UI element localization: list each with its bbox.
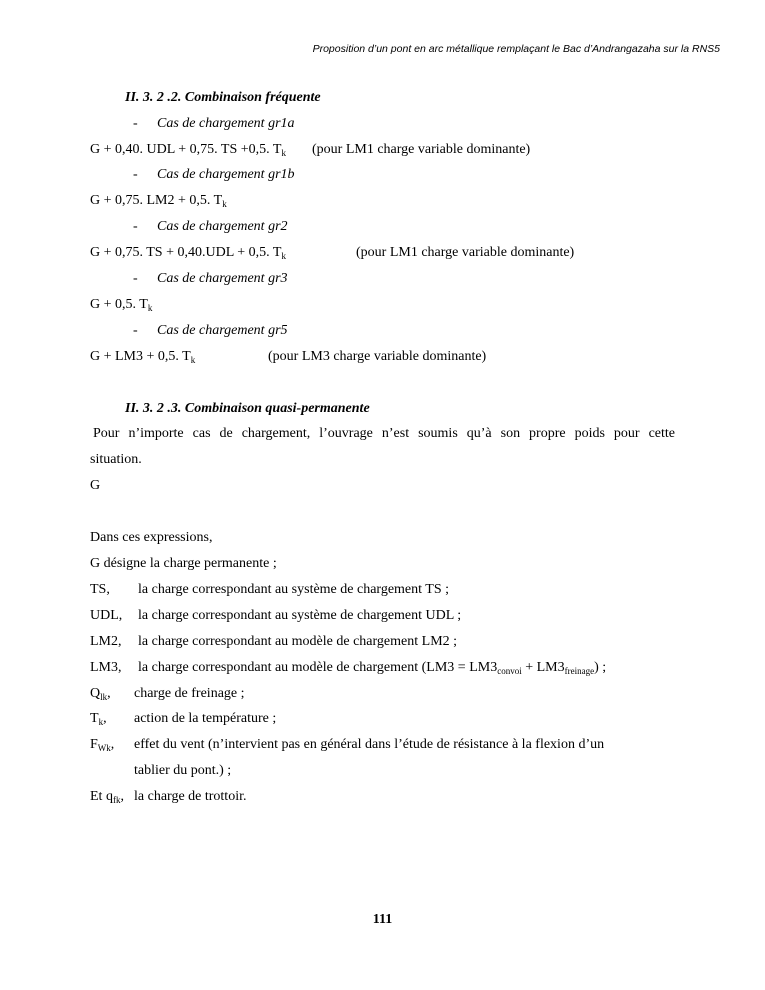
term-qfk-sub: fk — [112, 795, 121, 805]
term-tk-sub: k — [98, 717, 104, 727]
paragraph-line-1: Pour n’importe cas de chargement, l’ouvrage n’est soumis qu’à son propre poids pour cette — [93, 426, 675, 441]
definition-ts — [90, 582, 449, 598]
definition-udl — [90, 608, 461, 624]
desc-udl: la charge correspondant au système de chargement UDL ; — [138, 608, 462, 623]
term-qfk — [90, 789, 134, 805]
dash-bullet: - — [133, 323, 138, 338]
desc-lm3-sub-convoi: convoi — [497, 666, 522, 676]
definition-lm3 — [90, 660, 606, 676]
case-gr1b — [133, 167, 295, 183]
term-tk — [90, 711, 134, 727]
case-gr3-label: Cas de chargement gr3 — [157, 271, 288, 286]
definition-qfk — [90, 789, 246, 805]
definition-fwk — [90, 737, 604, 753]
term-qlk-main: Q — [90, 686, 101, 701]
term-fwk-main: F — [90, 737, 98, 752]
case-gr2 — [133, 219, 288, 235]
term-lm3: LM3, — [90, 660, 122, 675]
definition-tk — [90, 711, 276, 727]
definition-lm2 — [90, 634, 457, 650]
running-header: Proposition d’un pont en arc métallique remplaçant le Bac d’Andrangazaha sur la RNS5 — [312, 43, 720, 55]
desc-lm2: la charge correspondant au modèle de chargement LM2 ; — [138, 634, 458, 649]
desc-lm3-sub-freinage: freinage — [564, 666, 595, 676]
paragraph-line-2: situation. — [90, 452, 142, 467]
equation-gr1a-sub: k — [281, 148, 286, 158]
term-fwk-comma: , — [110, 737, 115, 752]
desc-fwk-line-2: tablier du pont.) ; — [134, 763, 232, 778]
equation-gr2-sub: k — [281, 251, 286, 261]
term-qfk-comma: , — [120, 789, 124, 804]
note-gr2: (pour LM1 charge variable dominante) — [356, 245, 575, 260]
page-number: 111 — [372, 912, 393, 927]
case-gr5 — [133, 323, 288, 339]
term-qlk — [90, 686, 134, 702]
equation-quasi: G — [90, 478, 101, 493]
definition-qlk — [90, 686, 245, 702]
equation-gr1b-sub: k — [222, 199, 227, 209]
desc-lm3-c: ) ; — [594, 660, 607, 675]
equation-gr1b-text: G + 0,75. LM2 + 0,5. T — [90, 193, 223, 208]
equation-gr2-text: G + 0,75. TS + 0,40.UDL + 0,5. T — [90, 245, 282, 260]
case-gr2-label: Cas de chargement gr2 — [157, 219, 288, 234]
equation-gr3 — [90, 297, 152, 313]
section-title-quasi-permanente: II. 3. 2 .3. Combinaison quasi-permanente — [125, 401, 370, 416]
equation-gr1b — [90, 193, 227, 209]
equation-gr1a — [90, 142, 286, 158]
term-fwk — [90, 737, 134, 753]
desc-qfk: la charge de trottoir. — [134, 789, 247, 804]
equation-gr3-text: G + 0,5. T — [90, 297, 148, 312]
desc-ts: la charge correspondant au système de chargement TS ; — [138, 582, 450, 597]
case-gr1a-label: Cas de chargement gr1a — [157, 116, 295, 131]
term-lm2: LM2, — [90, 634, 122, 649]
term-tk-main: T — [90, 711, 99, 726]
section-title-frequente: II. 3. 2 .2. Combinaison fréquente — [125, 90, 321, 105]
equation-gr2 — [90, 245, 286, 261]
case-gr3 — [133, 271, 288, 287]
definitions-intro: Dans ces expressions, — [90, 530, 213, 545]
term-qlk-comma: , — [107, 686, 111, 701]
desc-fwk-line-1: effet du vent (n’intervient pas en général dans l’étude de résistance à la flexion d’un — [134, 737, 605, 752]
note-gr1a: (pour LM1 charge variable dominante) — [312, 142, 531, 157]
term-qlk-sub: lk — [100, 692, 108, 702]
equation-gr1a-text: G + 0,40. UDL + 0,75. TS +0,5. T — [90, 142, 282, 157]
term-tk-comma: , — [103, 711, 107, 726]
note-gr5: (pour LM3 charge variable dominante) — [268, 349, 487, 364]
dash-bullet: - — [133, 116, 138, 131]
case-gr1a — [133, 116, 295, 132]
equation-gr5-text: G + LM3 + 0,5. T — [90, 349, 191, 364]
term-ts: TS, — [90, 582, 110, 597]
case-gr1b-label: Cas de chargement gr1b — [157, 167, 295, 182]
term-udl: UDL, — [90, 608, 123, 623]
desc-qlk: charge de freinage ; — [134, 686, 245, 701]
dash-bullet: - — [133, 167, 138, 182]
desc-lm3-a: la charge correspondant au modèle de chargement (LM3 = LM3 — [138, 660, 498, 675]
desc-lm3-b: + LM3 — [521, 660, 565, 675]
case-gr5-label: Cas de chargement gr5 — [157, 323, 288, 338]
term-qfk-main: Et q — [90, 789, 113, 804]
term-fwk-sub: Wk — [97, 743, 111, 753]
definition-g: G désigne la charge permanente ; — [90, 556, 277, 571]
dash-bullet: - — [133, 271, 138, 286]
desc-tk: action de la température ; — [134, 711, 277, 726]
equation-gr5-sub: k — [190, 355, 196, 365]
equation-gr5 — [90, 349, 195, 365]
equation-gr3-sub: k — [147, 303, 153, 313]
dash-bullet: - — [133, 219, 138, 234]
